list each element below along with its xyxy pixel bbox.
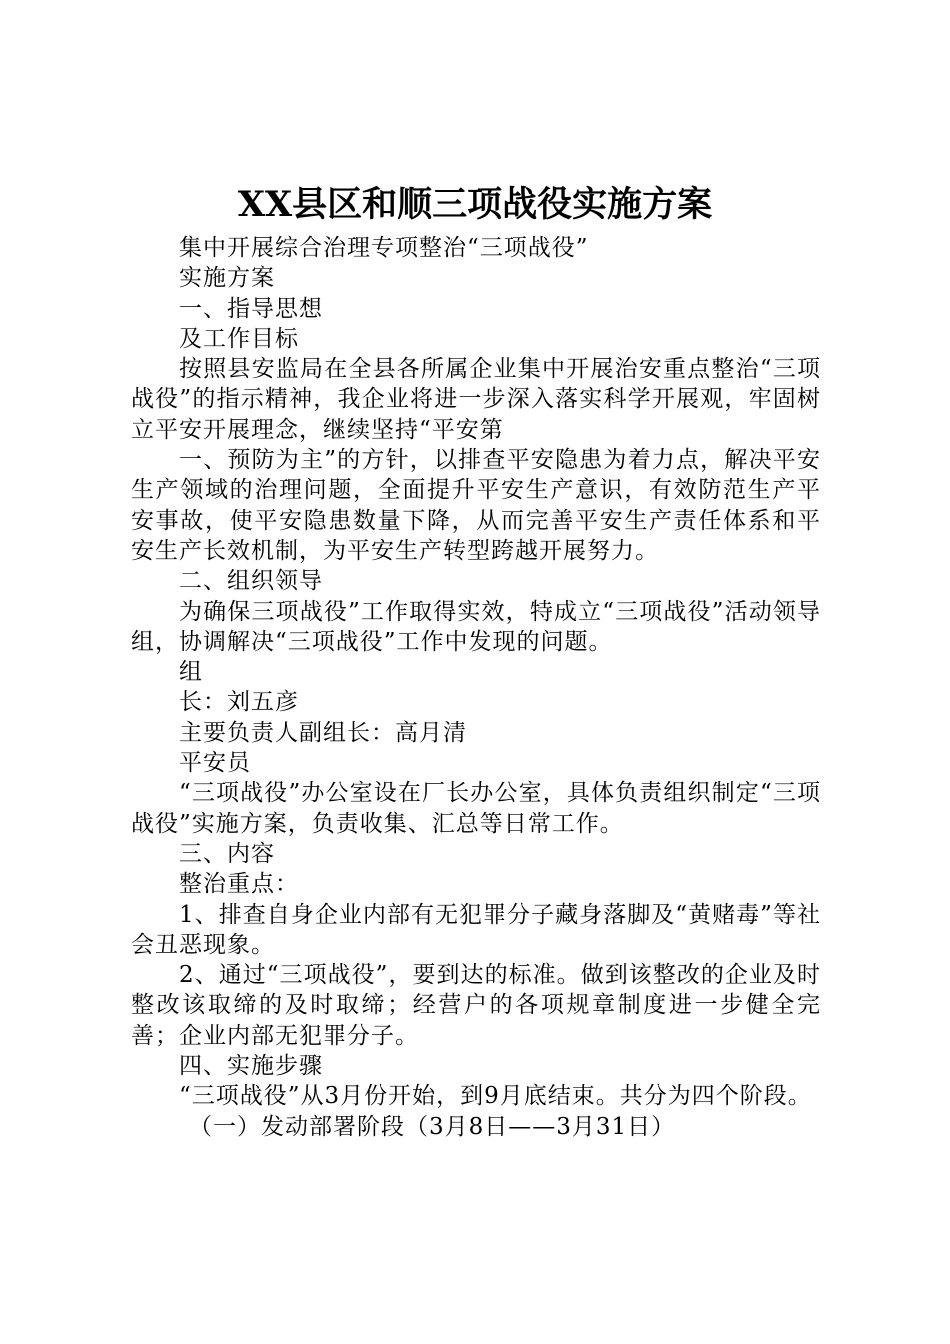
paragraph-deputy-leader: 主要负责人副组长：高月清 [179, 719, 467, 746]
paragraph-key-points: 整治重点： [179, 871, 299, 898]
list-item-2: 2、通过“三项战役”，要到达的标准。做到该整改的企业及时整改该取缔的及时取缔；经营户的各项规章制度进一步健全完善；企业内部无犯罪分子。 [131, 962, 821, 1049]
paragraph-prevention: 一、预防为主”的方针，以排查平安隐患为着力点，解决平安生产领域的治理问题，全面提升平安生产意识，有效防范生产平安事故，使平安隐患数量下降，从而完善平安生产责任体系和平安生产长效机制，为平安生产转型跨越开展努力。 [131, 447, 821, 564]
section-heading-guiding-thought: 一、指导思想 [179, 295, 323, 322]
section-heading-steps: 四、实施步骤 [179, 1053, 323, 1080]
section-heading-work-goal: 及工作目标 [179, 325, 299, 352]
paragraph-subtitle-2: 实施方案 [179, 265, 275, 292]
paragraph-group-leader: 长：刘五彦 [179, 689, 299, 716]
paragraph-phase-1: （一）发动部署阶段（3月8日——3月31日） [189, 1113, 676, 1140]
paragraph-subtitle-1: 集中开展综合治理专项整治“三项战役” [179, 235, 589, 261]
paragraph-intro: 按照县安监局在全县各所属企业集中开展治安重点整治“三项战役”的指示精神，我企业将进一步深入落实科学开展观，牢固树立平安开展理念，继续坚持“平安第 [131, 356, 821, 443]
paragraph-schedule: “三项战役”从3月份开始，到9月底结束。共分为四个阶段。 [179, 1083, 812, 1110]
list-item-1: 1、排查自身企业内部有无犯罪分子藏身落脚及“黄赌毒”等社会丑恶现象。 [131, 901, 821, 958]
paragraph-office: “三项战役”办公室设在厂长办公室，具体负责组织制定“三项战役”实施方案，负责收集、汇总等日常工作。 [131, 780, 821, 837]
document-title: XX县区和顺三项战役实施方案 [237, 184, 713, 225]
paragraph-group: 组 [179, 659, 203, 686]
section-heading-content: 三、内容 [179, 840, 275, 867]
document-body [131, 233, 821, 1142]
section-heading-organization: 二、组织领导 [179, 568, 323, 595]
paragraph-safety-officer: 平安员 [179, 750, 251, 777]
paragraph-leadership-group: 为确保三项战役”工作取得实效，特成立“三项战役”活动领导组，协调解决“三项战役”工作中发现的问题。 [131, 598, 821, 655]
